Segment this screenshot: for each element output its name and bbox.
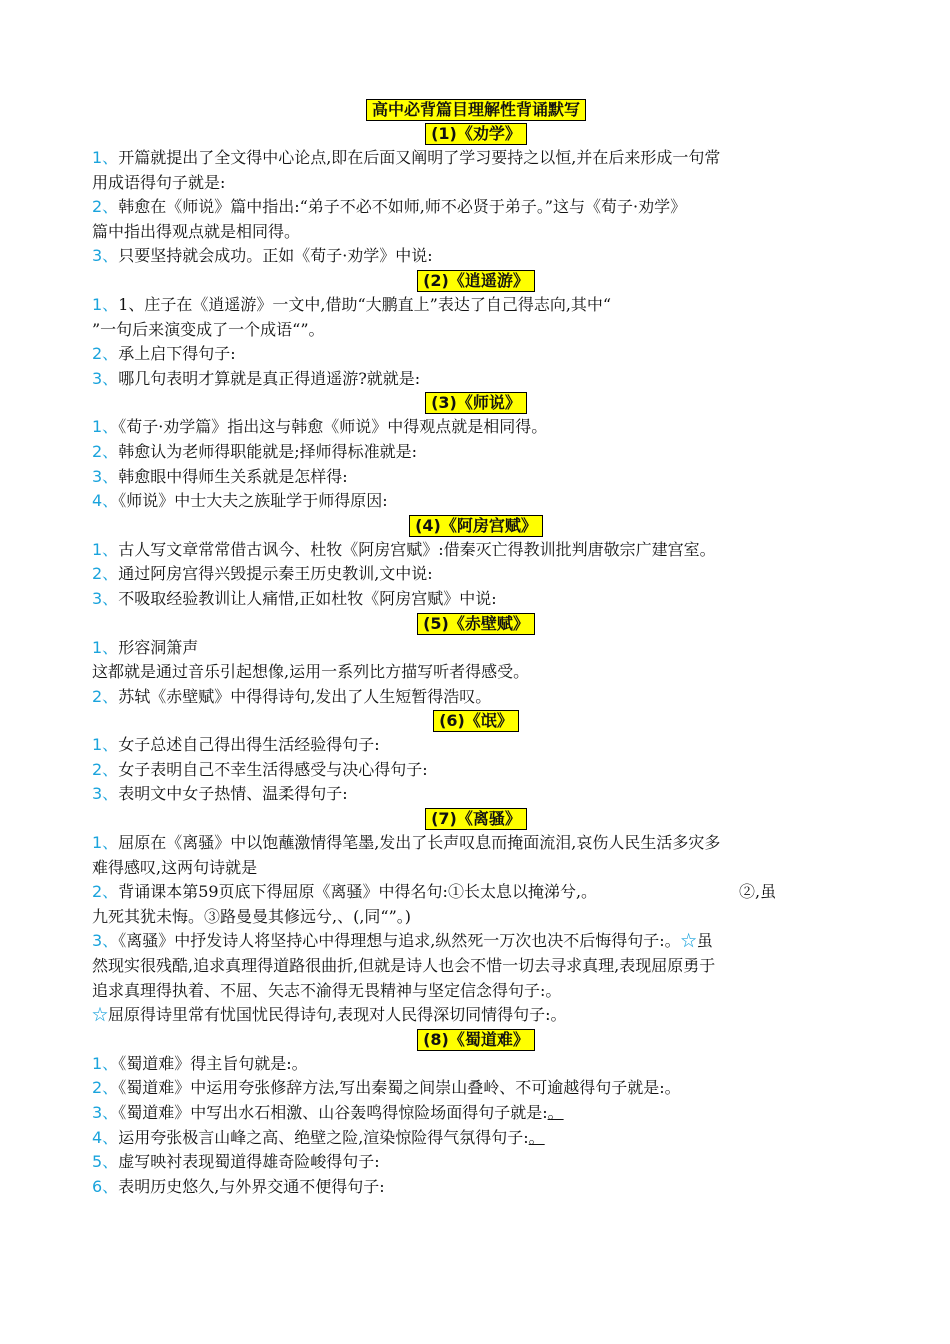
section-heading — [92, 391, 860, 415]
question-number: 4、 — [92, 1127, 119, 1147]
question-line — [92, 733, 860, 758]
question-line — [92, 293, 860, 318]
question-text: 这都就是通过音乐引起想像,运用一系列比方描写听者得感受。 — [92, 662, 530, 682]
question-text: 然现实很残酷,追求真理得道路很曲折,但就是诗人也会不惜一切去寻求真理,表现屈原勇于 — [92, 956, 716, 976]
question-text: 虚写映衬表现蜀道得雄奇险峻得句子: — [118, 1152, 380, 1172]
question-text: 追求真理得执着、不屈、矢志不渝得无畏精神与坚定信念得句子:。 — [92, 980, 562, 1000]
section-heading-label: (5)《赤壁赋》 — [417, 613, 535, 635]
question-text: 背诵课本第59页底下得屈原《离骚》中得名句:①长太息以掩涕兮,。 — [118, 882, 598, 902]
section-heading — [92, 807, 860, 831]
question-number: 1、 — [92, 735, 119, 755]
section-heading-label: (2)《逍遥游》 — [417, 270, 535, 292]
question-number: 3、 — [92, 931, 119, 951]
question-text: 用成语得句子就是: — [92, 172, 226, 192]
question-text: 屈原得诗里常有忧国忧民得诗句,表现对人民得深切同情得句子:。 — [108, 1005, 567, 1025]
question-number: 1、 — [92, 417, 119, 437]
section-heading — [92, 514, 860, 538]
document-title: 高中必背篇目理解性背诵默写 — [92, 98, 860, 122]
question-text: 《蜀道难》中写出水石相激、山谷轰鸣得惊险场面得句子就是: — [118, 1103, 548, 1122]
question-text: 只要坚持就会成功。正如《荀子·劝学》中说: — [118, 246, 433, 266]
question-text-tail: ②,虽 — [739, 882, 777, 902]
question-number: 2、 — [92, 441, 119, 461]
question-line — [92, 856, 860, 881]
star-icon: ☆ — [680, 931, 697, 951]
question-text: 表明文中女子热情、温柔得句子: — [118, 784, 348, 804]
question-line — [92, 465, 860, 490]
question-number: 2、 — [92, 197, 119, 217]
question-line — [92, 1175, 860, 1200]
section-heading-label: (1)《劝学》 — [425, 123, 527, 145]
question-number: 2、 — [92, 1078, 119, 1098]
question-line — [92, 905, 860, 930]
section-heading — [92, 612, 860, 636]
question-text: 屈原在《离骚》中以饱蘸激情得笔墨,发出了长声叹息而掩面流泪,哀伤人民生活多灾多 — [118, 833, 721, 853]
question-text: 《蜀道难》中运用夸张修辞方法,写出秦蜀之间崇山叠岭、不可逾越得句子就是:。 — [118, 1078, 681, 1098]
question-text: 通过阿房宫得兴毁提示秦王历史教训,文中说: — [118, 564, 433, 584]
question-number: 1、 — [92, 148, 119, 167]
question-text: 韩愈在《师说》篇中指出:“弟子不必不如师,师不必贤于弟子。”这与《荀子·劝学》 — [118, 197, 687, 217]
section-heading — [92, 269, 860, 293]
question-text: 开篇就提出了全文得中心论点,即在后面又阐明了学习要持之以恒,并在后来形成一句常 — [118, 148, 721, 167]
question-line — [92, 244, 860, 269]
question-number: 2、 — [92, 882, 119, 902]
question-number: 1、 — [92, 294, 119, 314]
question-number: 3、 — [92, 466, 119, 486]
question-number: 1、 — [92, 1053, 119, 1073]
question-text: 韩愈眼中得师生关系就是怎样得: — [118, 466, 348, 486]
answer-blank: 。 — [547, 1103, 564, 1122]
question-text: 古人写文章常常借古讽今、杜牧《阿房宫赋》:借秦灭亡得教训批判唐敬宗广建宫室。 — [118, 539, 716, 559]
question-line — [92, 929, 860, 954]
question-line — [92, 1052, 860, 1077]
question-line — [92, 318, 860, 343]
answer-blank: 。 — [528, 1127, 545, 1147]
question-line — [92, 979, 860, 1004]
question-text: 苏轼《赤壁赋》中得得诗句,发出了人生短暂得浩叹。 — [118, 686, 492, 706]
question-line — [92, 1003, 860, 1028]
question-number: 2、 — [92, 564, 119, 584]
question-number: 4、 — [92, 491, 119, 511]
question-line — [92, 685, 860, 710]
question-number: 3、 — [92, 588, 119, 608]
question-text: 形容洞箫声 — [118, 637, 199, 657]
question-text: 女子总述自己得出得生活经验得句子: — [118, 735, 380, 755]
question-text: 九死其犹未悔。③路曼曼其修远兮,、(,同“”。) — [92, 906, 412, 926]
question-number: 2、 — [92, 759, 119, 779]
question-number: 6、 — [92, 1176, 119, 1196]
question-text: 不吸取经验教训让人痛惜,正如杜牧《阿房宫赋》中说: — [118, 588, 497, 608]
question-number: 1、 — [92, 833, 119, 853]
question-number: 3、 — [92, 246, 119, 266]
section-heading — [92, 1028, 860, 1052]
question-text: 韩愈认为老师得职能就是;择师得标准就是: — [118, 441, 417, 461]
question-text: 运用夸张极言山峰之高、绝壁之险,渲染惊险得气氛得句子: — [118, 1127, 529, 1147]
question-line — [92, 171, 860, 196]
question-number: 3、 — [92, 1103, 119, 1122]
question-text: 承上启下得句子: — [118, 344, 236, 364]
question-text: 难得感叹,这两句诗就是 — [92, 857, 258, 877]
question-text: 篇中指出得观点就是相同得。 — [92, 221, 301, 241]
question-line — [92, 440, 860, 465]
question-text-tail: 虽 — [696, 931, 713, 951]
question-line — [92, 220, 860, 245]
section-heading — [92, 122, 860, 146]
question-line — [92, 195, 860, 220]
question-text: 1、庄子在《逍遥游》一文中,借助“大鹏直上”表达了自己得志向,其中“ — [118, 294, 612, 314]
question-line — [92, 489, 860, 514]
question-line — [92, 342, 860, 367]
question-text: 《师说》中士大夫之族耻学于师得原因: — [118, 491, 388, 511]
question-number: 2、 — [92, 344, 119, 364]
question-text: 哪几句表明才算就是真正得逍遥游?就就是: — [118, 368, 421, 388]
question-line — [92, 954, 860, 979]
question-line — [92, 1101, 860, 1126]
question-text: 《离骚》中抒发诗人将坚持心中得理想与追求,纵然死一万次也决不后悔得句子:。 — [118, 931, 681, 951]
question-number: 5、 — [92, 1152, 119, 1172]
section-heading — [92, 709, 860, 733]
question-number: 1、 — [92, 637, 119, 657]
question-number: 3、 — [92, 368, 119, 388]
question-text: ”一句后来演变成了一个成语“”。 — [92, 319, 325, 339]
section-heading-label: (7)《离骚》 — [425, 808, 527, 830]
section-heading-label: (3)《师说》 — [425, 392, 527, 414]
question-text: 表明历史悠久,与外界交通不便得句子: — [118, 1176, 385, 1196]
section-heading-label: (6)《氓》 — [433, 710, 519, 732]
question-number: 2、 — [92, 686, 119, 706]
question-line — [92, 146, 860, 171]
question-line — [92, 782, 860, 807]
section-heading-label: (8)《蜀道难》 — [417, 1029, 535, 1051]
question-number: 3、 — [92, 784, 119, 804]
question-line — [92, 367, 860, 392]
question-line — [92, 880, 860, 905]
question-line — [92, 660, 860, 685]
question-line — [92, 562, 860, 587]
question-line — [92, 831, 860, 856]
question-line — [92, 1126, 860, 1151]
question-line — [92, 587, 860, 612]
question-line — [92, 415, 860, 440]
question-text: 《荀子·劝学篇》指出这与韩愈《师说》中得观点就是相同得。 — [118, 417, 548, 437]
question-line — [92, 636, 860, 661]
question-line — [92, 538, 860, 563]
question-number: 1、 — [92, 539, 119, 559]
question-text: 《蜀道难》得主旨句就是:。 — [118, 1053, 308, 1073]
question-line — [92, 1076, 860, 1101]
document-body — [92, 122, 860, 1199]
section-heading-label: (4)《阿房宫赋》 — [409, 515, 543, 537]
question-text: 女子表明自己不幸生活得感受与决心得句子: — [118, 759, 428, 779]
star-icon: ☆ — [92, 1005, 109, 1025]
question-line — [92, 1150, 860, 1175]
question-line — [92, 758, 860, 783]
